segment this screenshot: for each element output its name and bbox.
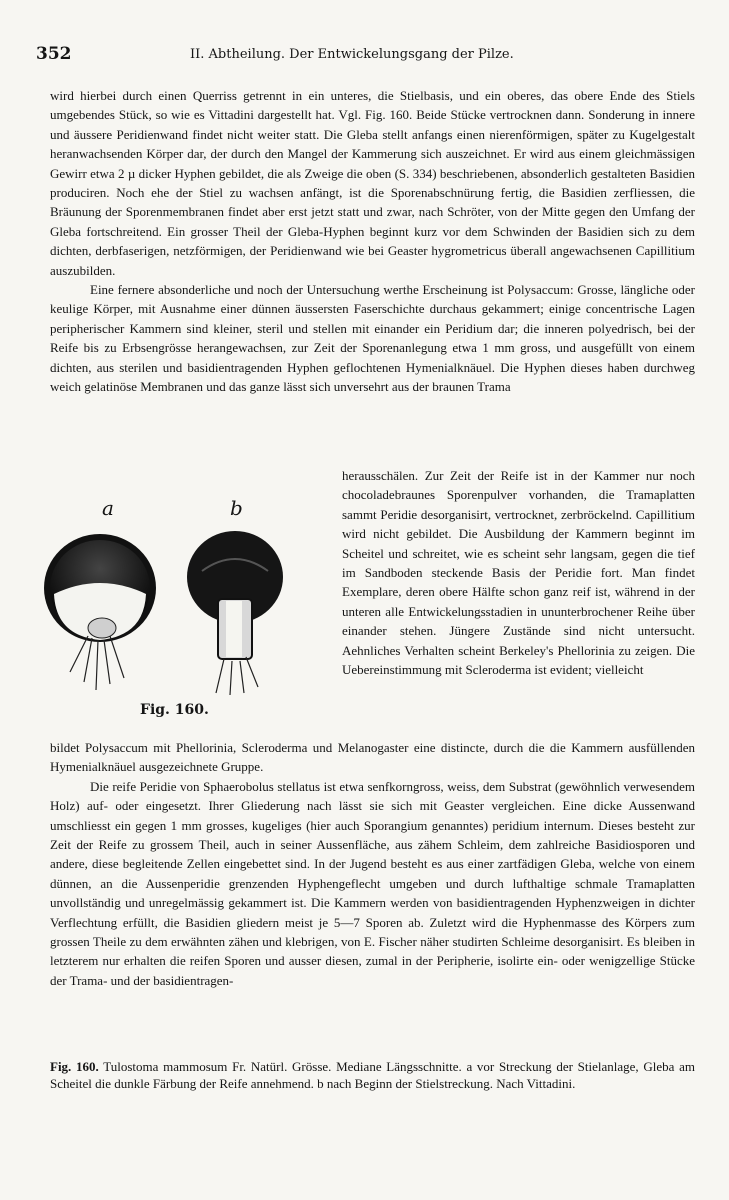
figure-b-illustration [180, 527, 290, 697]
figure-footnote [50, 1058, 695, 1092]
paragraph: Die reife Peridie von Sphaerobolus stellatus ist etwa senfkorngross, weiss, dem Substrat (gewöhnlich verwesendem Holz) auf- oder eingesetzt. Ihrer Gliederung nach lässt sie sich mit Geaster vergleichen. Eine dicke Aussenwand umschliesst ein gegen 1 mm grosses, kugeliges (hier auch Sporangium genanntes) peridium internum. Dieses besteht zur Zeit der Reife zu grossem Theil, auch in seiner Aussenfläche, aus zähem Schleim, dem zahlreiche Basidiosporen und andere, diese begleitende Zellen eingebettet sind. In der Jugend besteht es aus einer zartfädigen Gleba, welche von einem dünnen, an die Aussenperidie grenzenden Hyphengeflecht umgeben und durch lufthaltige schmale Tramaplatten unvollständig und unregelmässig gekammert ist. Die Kammern werden von basidientragenden Hyphenzweigen in dichter Verflechtung erfüllt, die Basidien gliedern meist je 5—7 Sporen ab. Zuletzt wird die Hyphenmasse des Körpers zum grossen Theile zu dem erwähnten zähen und klebrigen, von E. Fischer näher studirten Schleime desorganisirt. Es bleiben in letzterem nur erhalten die reifen Sporen und ausser diesen, zumal in der Peripherie, isolirte ein- oder wenigzellige Stücke der Trama- und der basidientragen- [50, 778, 695, 988]
paragraph: bildet Polysaccum mit Phellorinia, Scleroderma und Melanogaster eine distincte, durch die die Kammern ausfüllenden Hymenialknäuel ausgezeichnete Gruppe. [50, 740, 695, 775]
paragraph: Eine fernere absonderliche und noch der Untersuchung werthe Erscheinung ist Polysaccum: Grosse, längliche oder keulige Körper, mit Ausnahme einer dünnen äussersten Faserschichte durchaus gekammert; einige concentrische Lagen peripherischer Kammern sind kleiner, steril und stellen mit einander ein Peridium dar; die inneren polyedrisch, bei der Reife bis zu Erbsengrösse herangewachsen, zur Zeit der Sporenanlegung etwa 1 mm gross, und ausgefüllt von einem dichten, aus sterilen und basidientragenden Hyphen geflochtenen Hymenialknäuel. Die Hyphen dieses haben durchweg weich gelatinöse Membranen und das ganze lässt sich unversehrt aus der braunen Trama [50, 282, 695, 395]
figure-label-a: a [102, 496, 114, 520]
footnote-text: Tulostoma mammosum Fr. Natürl. Grösse. Mediane Längsschnitte. a vor Streckung der Stielanlage, Gleba am Scheitel die dunkle Färbung der Reife annehmend. b nach Beginn der Stielstreckung. Nach Vittadini. [50, 1059, 696, 1091]
page-header [36, 44, 696, 68]
wrapped-text-beside-figure: herausschälen. Zur Zeit der Reife ist in der Kammer nur noch chocoladebraunes Sporenpulver vorhanden, die Tramaplatten sammt Peridie desorganisirt, vertrocknet, zerbröckelnd. Capillitium wird nicht gebildet. Die Ausbildung der Kammern beginnt im Scheitel und schreitet, wie es scheint sehr langsam, gegen die tief im Sandboden steckende Basis der Peridie fort. Man findet Exemplare, deren obere Hälfte schon ganz reif ist, während in der unteren alle Entwickelungsstadien in ununterbrochener Reihe über einander stehen. Jüngere Zustände sind nicht untersucht. Aehnliches Verhalten scheint Berkeley's Phellorinia zu zeigen. Die Uebereinstimmung mit Scleroderma ist evident; vielleicht [342, 468, 695, 678]
figure-a-illustration [40, 532, 160, 692]
body-text-top [50, 86, 695, 397]
footnote-label: Fig. 160. [50, 1059, 99, 1074]
figure-label-b: b [230, 496, 243, 520]
running-head: II. Abtheilung. Der Entwickelungsgang der Pilze. [190, 47, 514, 62]
paragraph: wird hierbei durch einen Querriss getrennt in ein unteres, die Stielbasis, und ein oberes, das obere Ende des Stiels umgebendes Stück, so wie es Vittadini dargestellt hat. Vgl. Fig. 160. Beide Stücke vertrocknen dann. Sonderung in innere und äussere Peridienwand findet nicht weiter statt. Die Gleba stellt anfangs einen nierenförmigen, später zu Kugelgestalt heranwachsenden Körper dar, der durch den Mangel der Kammerung sich auszeichnet. Er wird aus einem gleichmässigen Gewirr etwa 2 µ dicker Hyphen gebildet, die als Zweige die oben (S. 334) beschriebenen, absonderlich gestalteten Basidien produciren. Noch ehe der Stiel zu wachsen anfängt, ist die Sporenabschnürung fertig, die Basidien zerfliessen, die Bräunung der Sporenmembranen findet aber erst jetzt statt und zwar, nach Schröter, von der Mitte gegen den Umfang der Gleba fortschreitend. Ein grosser Theil der Gleba-Hyphen beginnt kurz vor dem Schwinden der Basidien sich zu dem dichten, derbfaserigen, netzförmigen, der Peridienwand wie bei Geaster hygrometricus überall angewachsenen Capillitium auszubilden. [50, 88, 695, 278]
body-text-bottom [50, 738, 695, 990]
page-number: 352 [36, 44, 72, 64]
figure-caption: Fig. 160. [140, 702, 209, 718]
figure-160 [30, 492, 318, 732]
